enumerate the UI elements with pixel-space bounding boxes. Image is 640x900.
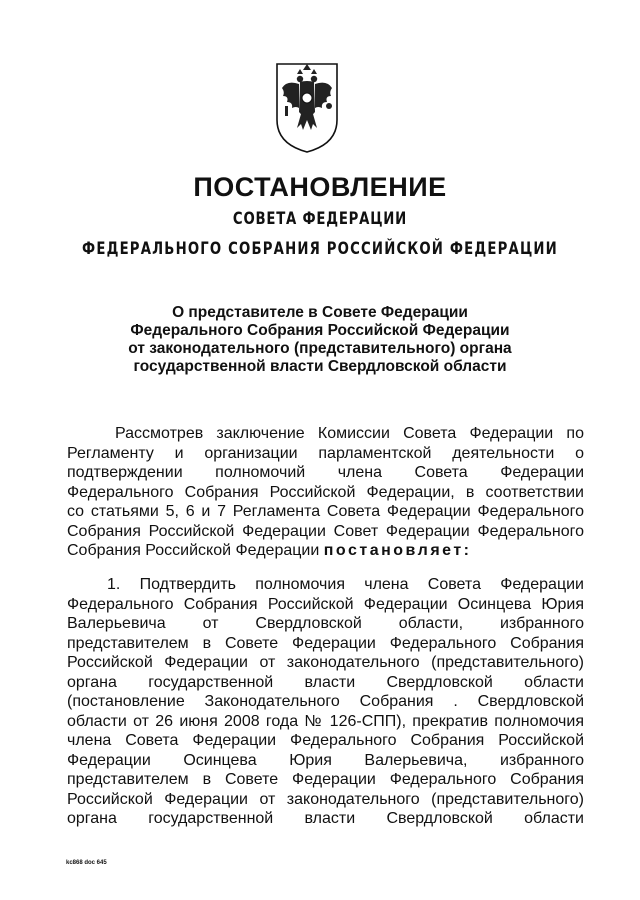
heading-line: государственной власти Свердловской области	[133, 358, 507, 375]
item-line: Российской Федерации от законодательного (представительного)	[67, 790, 584, 808]
preamble-line: Собрания Российской Федерации	[67, 542, 320, 559]
item-line: Российской Федерации от законодательного (представительного)	[67, 654, 584, 671]
item-line: органа государственной власти Свердловской области	[67, 673, 584, 691]
preamble-line: подтверждении полномочий члена Совета Федерации	[67, 464, 584, 481]
issuer-line-1: СОВЕТА ФЕДЕРАЦИИ	[232, 209, 408, 229]
heading-line: от законодательного (представительного) органа	[128, 340, 512, 357]
preamble-line: Рассмотрев заключение Комиссии Совета Федерации по	[115, 425, 584, 442]
document-type: ПОСТАНОВЛЕНИЕ	[193, 172, 447, 202]
coat-of-arms-of-russia-icon	[275, 62, 339, 154]
item-line: органа государственной власти Свердловской области	[67, 810, 584, 827]
heading-line: Федерального Собрания Российской Федерации	[130, 322, 510, 339]
item-line: Валерьевича от Свердловской области, избранного	[67, 615, 584, 632]
preamble-paragraph	[67, 424, 584, 561]
item-line: Федерации Осинцева Юрия Валерьевича, избранного	[67, 751, 584, 769]
item-line: 1. Подтвердить полномочия члена Совета Федерации	[107, 576, 584, 593]
decree-word: постановляет:	[323, 542, 472, 559]
item-line: Федерального Собрания Российской Федерации Осинцева Юрия	[67, 595, 584, 613]
item-line: представителем в Совете Федерации Федерального Собрания	[67, 771, 584, 788]
preamble-line: Собрания Российской Федерации Совет Федерации Федерального	[67, 522, 584, 540]
preamble-line: со статьями 5, 6 и 7 Регламента Совета Федерации Федерального	[67, 503, 584, 520]
document-heading	[0, 304, 640, 376]
preamble-line: Регламенту и организации парламентской деятельности о	[67, 444, 584, 462]
item-line: (постановление Законодательного Собрания . Свердловской	[67, 693, 584, 710]
issuer-line-2: ФЕДЕРАЛЬНОГО СОБРАНИЯ РОССИЙСКОЙ ФЕДЕРАЦИИ	[82, 239, 558, 259]
item-line: представителем в Совете Федерации Федерального Собрания	[67, 634, 584, 652]
item-line: члена Совета Федерации Федерального Собрания Российской	[67, 732, 584, 749]
preamble-line: Федерального Собрания Российской Федерации, в соответствии	[67, 483, 584, 501]
item-line: области от 26 июня 2008 года № 126-СПП), прекратив полномочия	[67, 712, 584, 730]
preamble-last-line	[67, 541, 584, 561]
item-1-paragraph	[67, 575, 584, 829]
heading-line: О представителе в Совете Федерации	[172, 304, 468, 321]
footer-code: kc868 doc 645	[66, 860, 107, 866]
